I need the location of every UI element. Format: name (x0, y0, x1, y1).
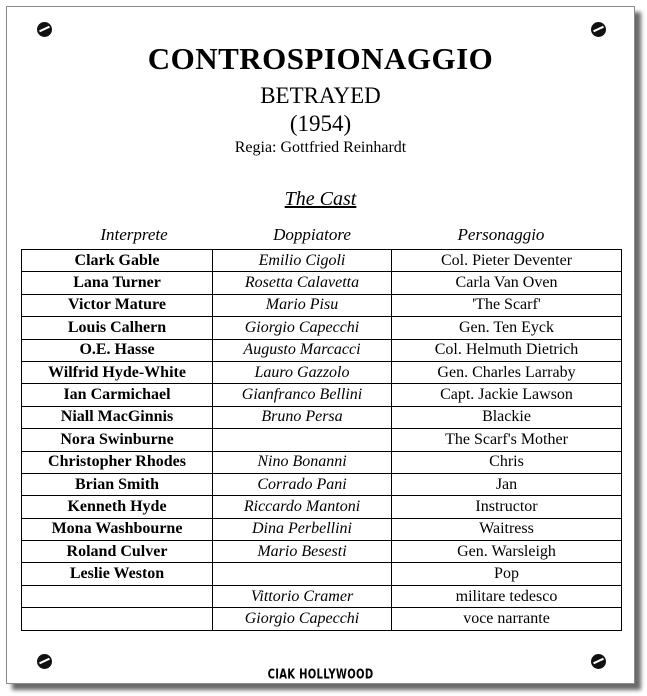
actor-cell (22, 608, 213, 630)
table-row (22, 339, 622, 361)
cast-table (21, 249, 622, 631)
role-cell: Instructor (392, 496, 622, 518)
actor-cell: Lana Turner (22, 272, 213, 294)
dubber-cell: Gianfranco Bellini (213, 384, 392, 406)
table-row (22, 496, 622, 518)
table-row (22, 361, 622, 383)
screw-icon (37, 22, 52, 37)
role-cell: militare tedesco (392, 585, 622, 607)
actor-cell: O.E. Hasse (22, 339, 213, 361)
actor-cell: Clark Gable (22, 250, 213, 272)
table-row (22, 250, 622, 272)
dubber-cell (213, 563, 392, 585)
column-header-actor: Interprete (100, 225, 168, 244)
screw-icon (591, 654, 606, 669)
role-cell: Chris (392, 451, 622, 473)
role-cell: Gen. Warsleigh (392, 541, 622, 563)
role-cell: The Scarf's Mother (392, 429, 622, 451)
dubber-cell: Rosetta Calavetta (213, 272, 392, 294)
actor-cell: Brian Smith (22, 473, 213, 495)
actor-cell: Wilfrid Hyde-White (22, 361, 213, 383)
dubber-cell: Dina Perbellini (213, 518, 392, 540)
role-cell: Gen. Charles Larraby (392, 361, 622, 383)
dubber-cell: Bruno Persa (213, 406, 392, 428)
role-cell: Gen. Ten Eyck (392, 317, 622, 339)
actor-cell: Louis Calhern (22, 317, 213, 339)
screw-icon (591, 22, 606, 37)
role-cell: Carla Van Oven (392, 272, 622, 294)
table-row (22, 406, 622, 428)
cast-heading: The Cast (284, 188, 357, 210)
actor-cell: Nora Swinburne (22, 429, 213, 451)
role-cell: Col. Pieter Deventer (392, 250, 622, 272)
dubber-cell: Giorgio Capecchi (213, 317, 392, 339)
table-row (22, 518, 622, 540)
table-row (22, 451, 622, 473)
actor-cell: Kenneth Hyde (22, 496, 213, 518)
dubber-cell: Mario Pisu (213, 294, 392, 316)
table-row (22, 272, 622, 294)
table-row (22, 608, 622, 630)
dubber-cell (213, 429, 392, 451)
release-year: (1954) (289, 111, 352, 136)
movie-title: CONTROSPIONAGGIO (147, 41, 494, 76)
role-cell: Capt. Jackie Lawson (392, 384, 622, 406)
cast-card (6, 6, 635, 684)
role-cell: Jan (392, 473, 622, 495)
table-row (22, 317, 622, 339)
dubber-cell: Lauro Gazzolo (213, 361, 392, 383)
role-cell: Blackie (392, 406, 622, 428)
actor-cell: Leslie Weston (22, 563, 213, 585)
column-header-role: Personaggio (457, 225, 545, 244)
screw-icon (37, 654, 52, 669)
role-cell: Pop (392, 563, 622, 585)
table-row (22, 585, 622, 607)
dubber-cell: Augusto Marcacci (213, 339, 392, 361)
table-row (22, 541, 622, 563)
director-credit: Regia: Gottfried Reinhardt (234, 139, 407, 156)
dubber-cell: Corrado Pani (213, 473, 392, 495)
role-cell: 'The Scarf' (392, 294, 622, 316)
column-header-dubber: Doppiatore (273, 225, 351, 244)
dubber-cell: Riccardo Mantoni (213, 496, 392, 518)
table-row (22, 384, 622, 406)
actor-cell: Victor Mature (22, 294, 213, 316)
table-row (22, 473, 622, 495)
ciak-hollywood-logo: CIAK HOLLYWOOD (267, 668, 374, 683)
dubber-cell: Mario Besesti (213, 541, 392, 563)
actor-cell: Ian Carmichael (22, 384, 213, 406)
dubber-cell: Vittorio Cramer (213, 585, 392, 607)
actor-cell: Mona Washbourne (22, 518, 213, 540)
role-cell: Col. Helmuth Dietrich (392, 339, 622, 361)
actor-cell: Christopher Rhodes (22, 451, 213, 473)
role-cell: voce narrante (392, 608, 622, 630)
table-row (22, 429, 622, 451)
table-row (22, 294, 622, 316)
actor-cell: Roland Culver (22, 541, 213, 563)
dubber-cell: Emilio Cigoli (213, 250, 392, 272)
table-row (22, 563, 622, 585)
actor-cell: Niall MacGinnis (22, 406, 213, 428)
original-title: BETRAYED (260, 83, 381, 108)
dubber-cell: Nino Bonanni (213, 451, 392, 473)
dubber-cell: Giorgio Capecchi (213, 608, 392, 630)
role-cell: Waitress (392, 518, 622, 540)
actor-cell (22, 585, 213, 607)
